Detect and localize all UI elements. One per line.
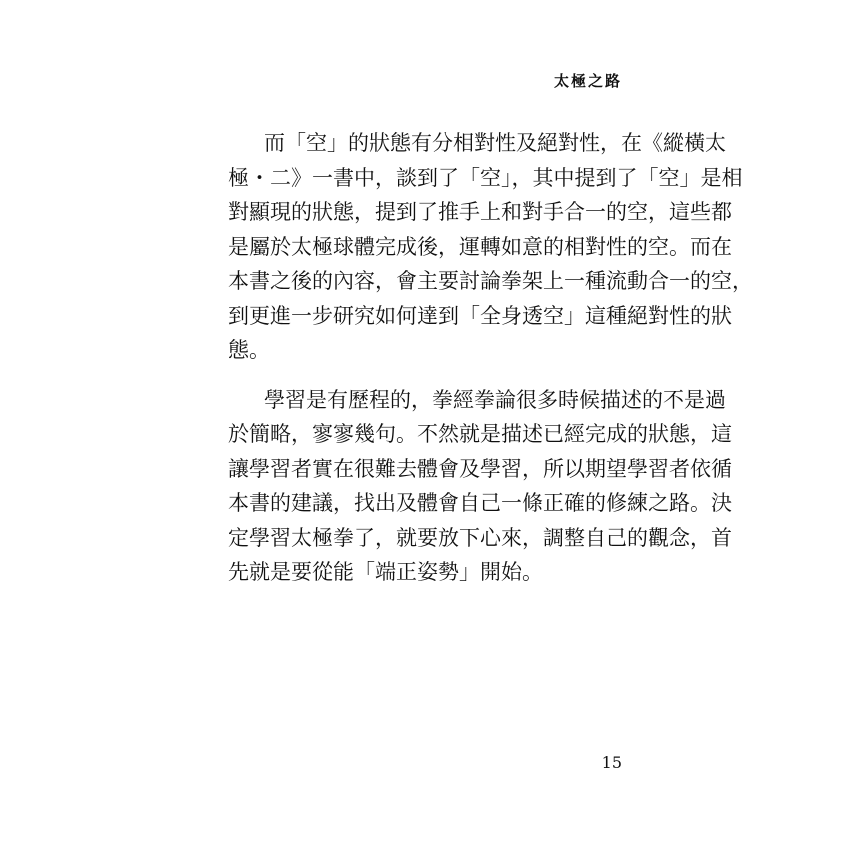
paragraph-2-line-2: 於簡略，寥寥幾句。不然就是描述已經完成的狀態，這 [228, 422, 732, 446]
paragraph-1-line-6: 到更進一步研究如何達到「全身透空」這種絕對性的狀 [228, 303, 732, 328]
paragraph-2-line-6: 先就是要從能「端正姿勢」開始。 [228, 560, 543, 584]
paragraph-1-line-3: 對顯現的狀態，提到了推手上和對手合一的空，這些都 [228, 200, 732, 224]
body-text [228, 126, 753, 590]
paragraph-1-line-7: 態。 [228, 338, 270, 362]
paragraph-1-line-4: 是屬於太極球體完成後，運轉如意的相對性的空。而在 [228, 234, 732, 259]
paragraph-2-line-4: 本書的建議，找出及體會自己一條正確的修練之路。決 [228, 491, 732, 515]
paragraph-1-line-2: 極・二》一書中，談到了「空」，其中提到了「空」是相 [228, 165, 743, 190]
paragraph-1-line-5: 本書之後的內容，會主要討論拳架上一種流動合一的空， [228, 269, 753, 293]
running-header-title: 太極之路 [553, 72, 622, 90]
paragraph-2-line-1: 學習是有歷程的，拳經拳論很多時候描述的不是過 [264, 387, 726, 412]
paragraph-2 [228, 383, 732, 590]
paragraph-1 [228, 126, 753, 368]
paragraph-2-line-3: 讓學習者實在很難去體會及學習，所以期望學習者依循 [228, 456, 732, 481]
page-number: 15 [601, 753, 622, 772]
paragraph-2-line-5: 定學習太極拳了，就要放下心來，調整自己的觀念，首 [228, 525, 732, 550]
paragraph-1-line-1: 而「空」的狀態有分相對性及絕對性，在《縱橫太 [264, 131, 726, 155]
